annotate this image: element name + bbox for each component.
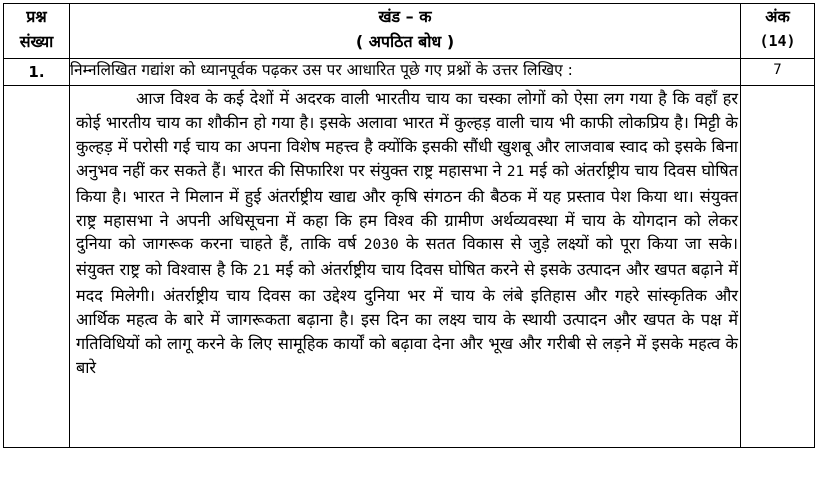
marks-header-label: अंक xyxy=(765,7,790,26)
passage-cell xyxy=(70,86,741,448)
passage-number-cell xyxy=(4,86,70,448)
passage-text xyxy=(70,86,740,447)
passage-part2: मई को अंतर्राष्ट्रीय चाय दिवस घोषित किया है। भारत ने मिलान में हुई अंतर्राष्ट्रीय खाद्य और कृषि संगठन की बैठक में यह प्रस्ताव पेश किया था। संयुक्त राष्ट्र महासभा ने अपनी अधिसूचना में कहा कि हम विश्व की ग्रामीण अर्थव्यवस्था में चाय के योगदान को लेकर दुनिया को जागरूक करना चाहते हैं, ताकि वर्ष xyxy=(76,160,738,254)
question-instruction: निम्नलिखित गद्यांश को ध्यानपूर्वक पढ़कर उस पर आधारित पूछे गए प्रश्नों के उत्तर लिखिए : xyxy=(70,59,741,86)
section-subtitle: ( अपठित बोध ) xyxy=(355,32,455,51)
question-row xyxy=(4,59,815,86)
question-number: 1. xyxy=(4,59,70,86)
header-row xyxy=(4,4,815,59)
total-marks: (14) xyxy=(759,32,796,50)
question-marks: 7 xyxy=(741,59,815,86)
section-header xyxy=(70,4,741,59)
header-col1-line1: प्रश्न xyxy=(26,7,47,26)
passage-day1: 21 xyxy=(506,163,525,180)
marks-header xyxy=(741,4,815,59)
passage-part4: मई को अंतर्राष्ट्रीय चाय दिवस घोषित करने से इसके उत्पादन और खपत बढ़ाने में मदद मिलेगी। अंतर्राष्ट्रीय चाय दिवस का उद्देश्य दुनिया भर में चाय के लंबे इतिहास और गहरे सांस्कृतिक और आर्थिक महत्व के बारे में जागरूकता बढ़ाना है। इस दिन का लक्ष्य चाय के स्थायी उत्पादन और खपत के पक्ष में गतिविधियों को लागू करने के लिए सामूहिक कार्यों को बढ़ावा देना और भूख और गरीबी से लड़ने में इसके महत्व के बारे xyxy=(76,260,739,377)
passage-part1: आज विश्व के कई देशों में अदरक वाली भारतीय चाय का चस्का लोगों को ऐसा लग गया है कि वहाँ हर कोई भारतीय चाय का शौकीन हो गया है। इसके अलावा भारत में कुल्हड़ वाली चाय भी काफी लोकप्रिय है। मिट्टी के कुल्हड़ में परोसी गई चाय का अपना विशेष महत्त्व है क्योंकि इसकी सौंधी खुशबू और लाजवाब स्वाद को इसके बिना अनुभव नहीं कर सकते हैं। भारत की सिफारिश पर संयुक्त राष्ट्र महासभा ने xyxy=(76,89,738,180)
passage-day2: 21 xyxy=(252,263,271,280)
question-paper-table xyxy=(3,3,815,448)
header-col1-line2: संख्या xyxy=(19,32,54,51)
passage-row xyxy=(4,86,815,448)
passage-part3: के सतत विकास से जुड़े लक्ष्यों को पूरा किया जा सके। संयुक्त राष्ट्र को विश्वास है कि xyxy=(76,234,738,280)
section-title: खंड – क xyxy=(378,7,432,26)
passage-year: 2030 xyxy=(363,237,399,254)
passage-marks-cell xyxy=(741,86,815,448)
question-number-header xyxy=(4,4,70,59)
